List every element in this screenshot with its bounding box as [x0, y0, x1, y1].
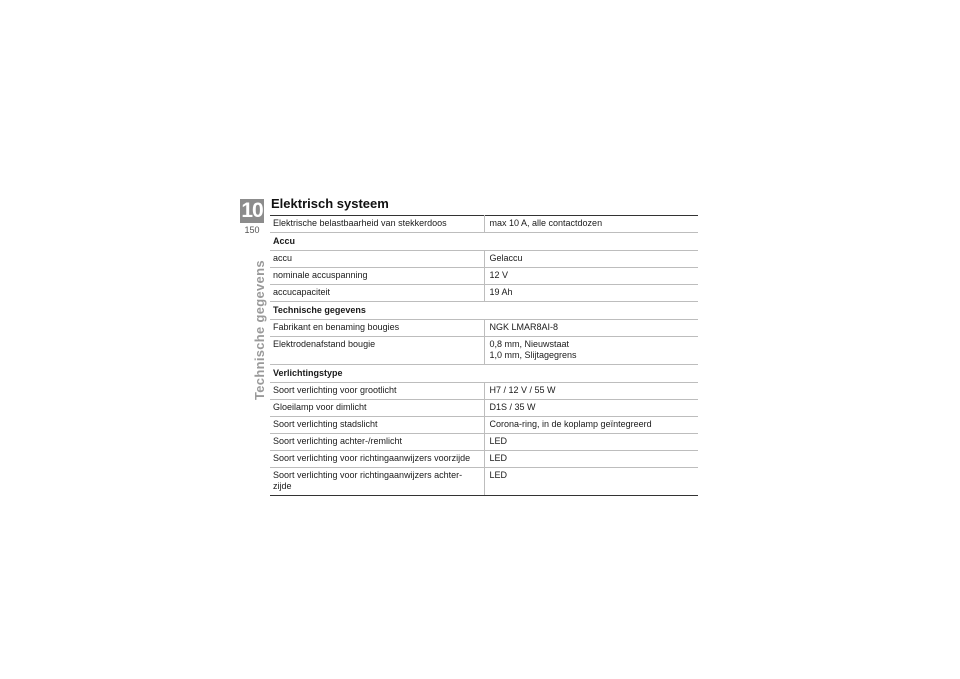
table-row: [270, 337, 698, 365]
row-value: Gelaccu: [484, 251, 698, 268]
table-row: [270, 383, 698, 400]
table-row: [270, 216, 698, 233]
group-title: Technische gegevens: [270, 302, 698, 320]
row-label: [270, 468, 484, 496]
row-label: Elektrodenafstand bougie: [270, 337, 484, 365]
spec-table: [270, 215, 698, 496]
group-title: Verlichtingstype: [270, 365, 698, 383]
row-label: Gloeilamp voor dimlicht: [270, 400, 484, 417]
table-row: [270, 417, 698, 434]
row-value: H7 / 12 V / 55 W: [484, 383, 698, 400]
label-line: zijde: [273, 481, 292, 491]
row-value: 19 Ah: [484, 285, 698, 302]
group-header-technische-gegevens: [270, 302, 698, 320]
chapter-marker: [240, 199, 264, 236]
table-row: [270, 451, 698, 468]
chapter-side-title: Technische gegevens: [252, 260, 267, 400]
label-line: Soort verlichting voor richtingaanwijzers achter-: [273, 470, 463, 480]
row-value: [484, 337, 698, 365]
row-value: LED: [484, 451, 698, 468]
table-row: [270, 468, 698, 496]
row-label: Fabrikant en benaming bougies: [270, 320, 484, 337]
table-row: [270, 285, 698, 302]
row-label: nominale accuspanning: [270, 268, 484, 285]
row-value: D1S / 35 W: [484, 400, 698, 417]
table-row: [270, 400, 698, 417]
row-label: Soort verlichting stadslicht: [270, 417, 484, 434]
page-number: 150: [244, 225, 260, 235]
section-title: Elektrisch systeem: [271, 196, 389, 211]
table-row: [270, 320, 698, 337]
row-label: Elektrische belastbaarheid van stekkerdoos: [270, 216, 484, 233]
row-value: Corona-ring, in de koplamp geïntegreerd: [484, 417, 698, 434]
group-header-verlichtingstype: [270, 365, 698, 383]
group-title: Accu: [270, 233, 698, 251]
table-row: [270, 251, 698, 268]
row-label: accu: [270, 251, 484, 268]
row-value: max 10 A, alle contactdozen: [484, 216, 698, 233]
row-value: 12 V: [484, 268, 698, 285]
value-line: 0,8 mm, Nieuwstaat: [489, 339, 570, 349]
chapter-number: 10: [241, 199, 263, 222]
row-value: LED: [484, 468, 698, 496]
row-label: Soort verlichting voor grootlicht: [270, 383, 484, 400]
row-label: Soort verlichting voor richtingaanwijzers voorzijde: [270, 451, 484, 468]
group-header-accu: [270, 233, 698, 251]
table-row: [270, 434, 698, 451]
row-label: Soort verlichting achter-/remlicht: [270, 434, 484, 451]
value-line: 1,0 mm, Slijtagegrens: [489, 350, 577, 360]
row-label: accucapaciteit: [270, 285, 484, 302]
table-row: [270, 268, 698, 285]
row-value: LED: [484, 434, 698, 451]
row-value: NGK LMAR8AI-8: [484, 320, 698, 337]
